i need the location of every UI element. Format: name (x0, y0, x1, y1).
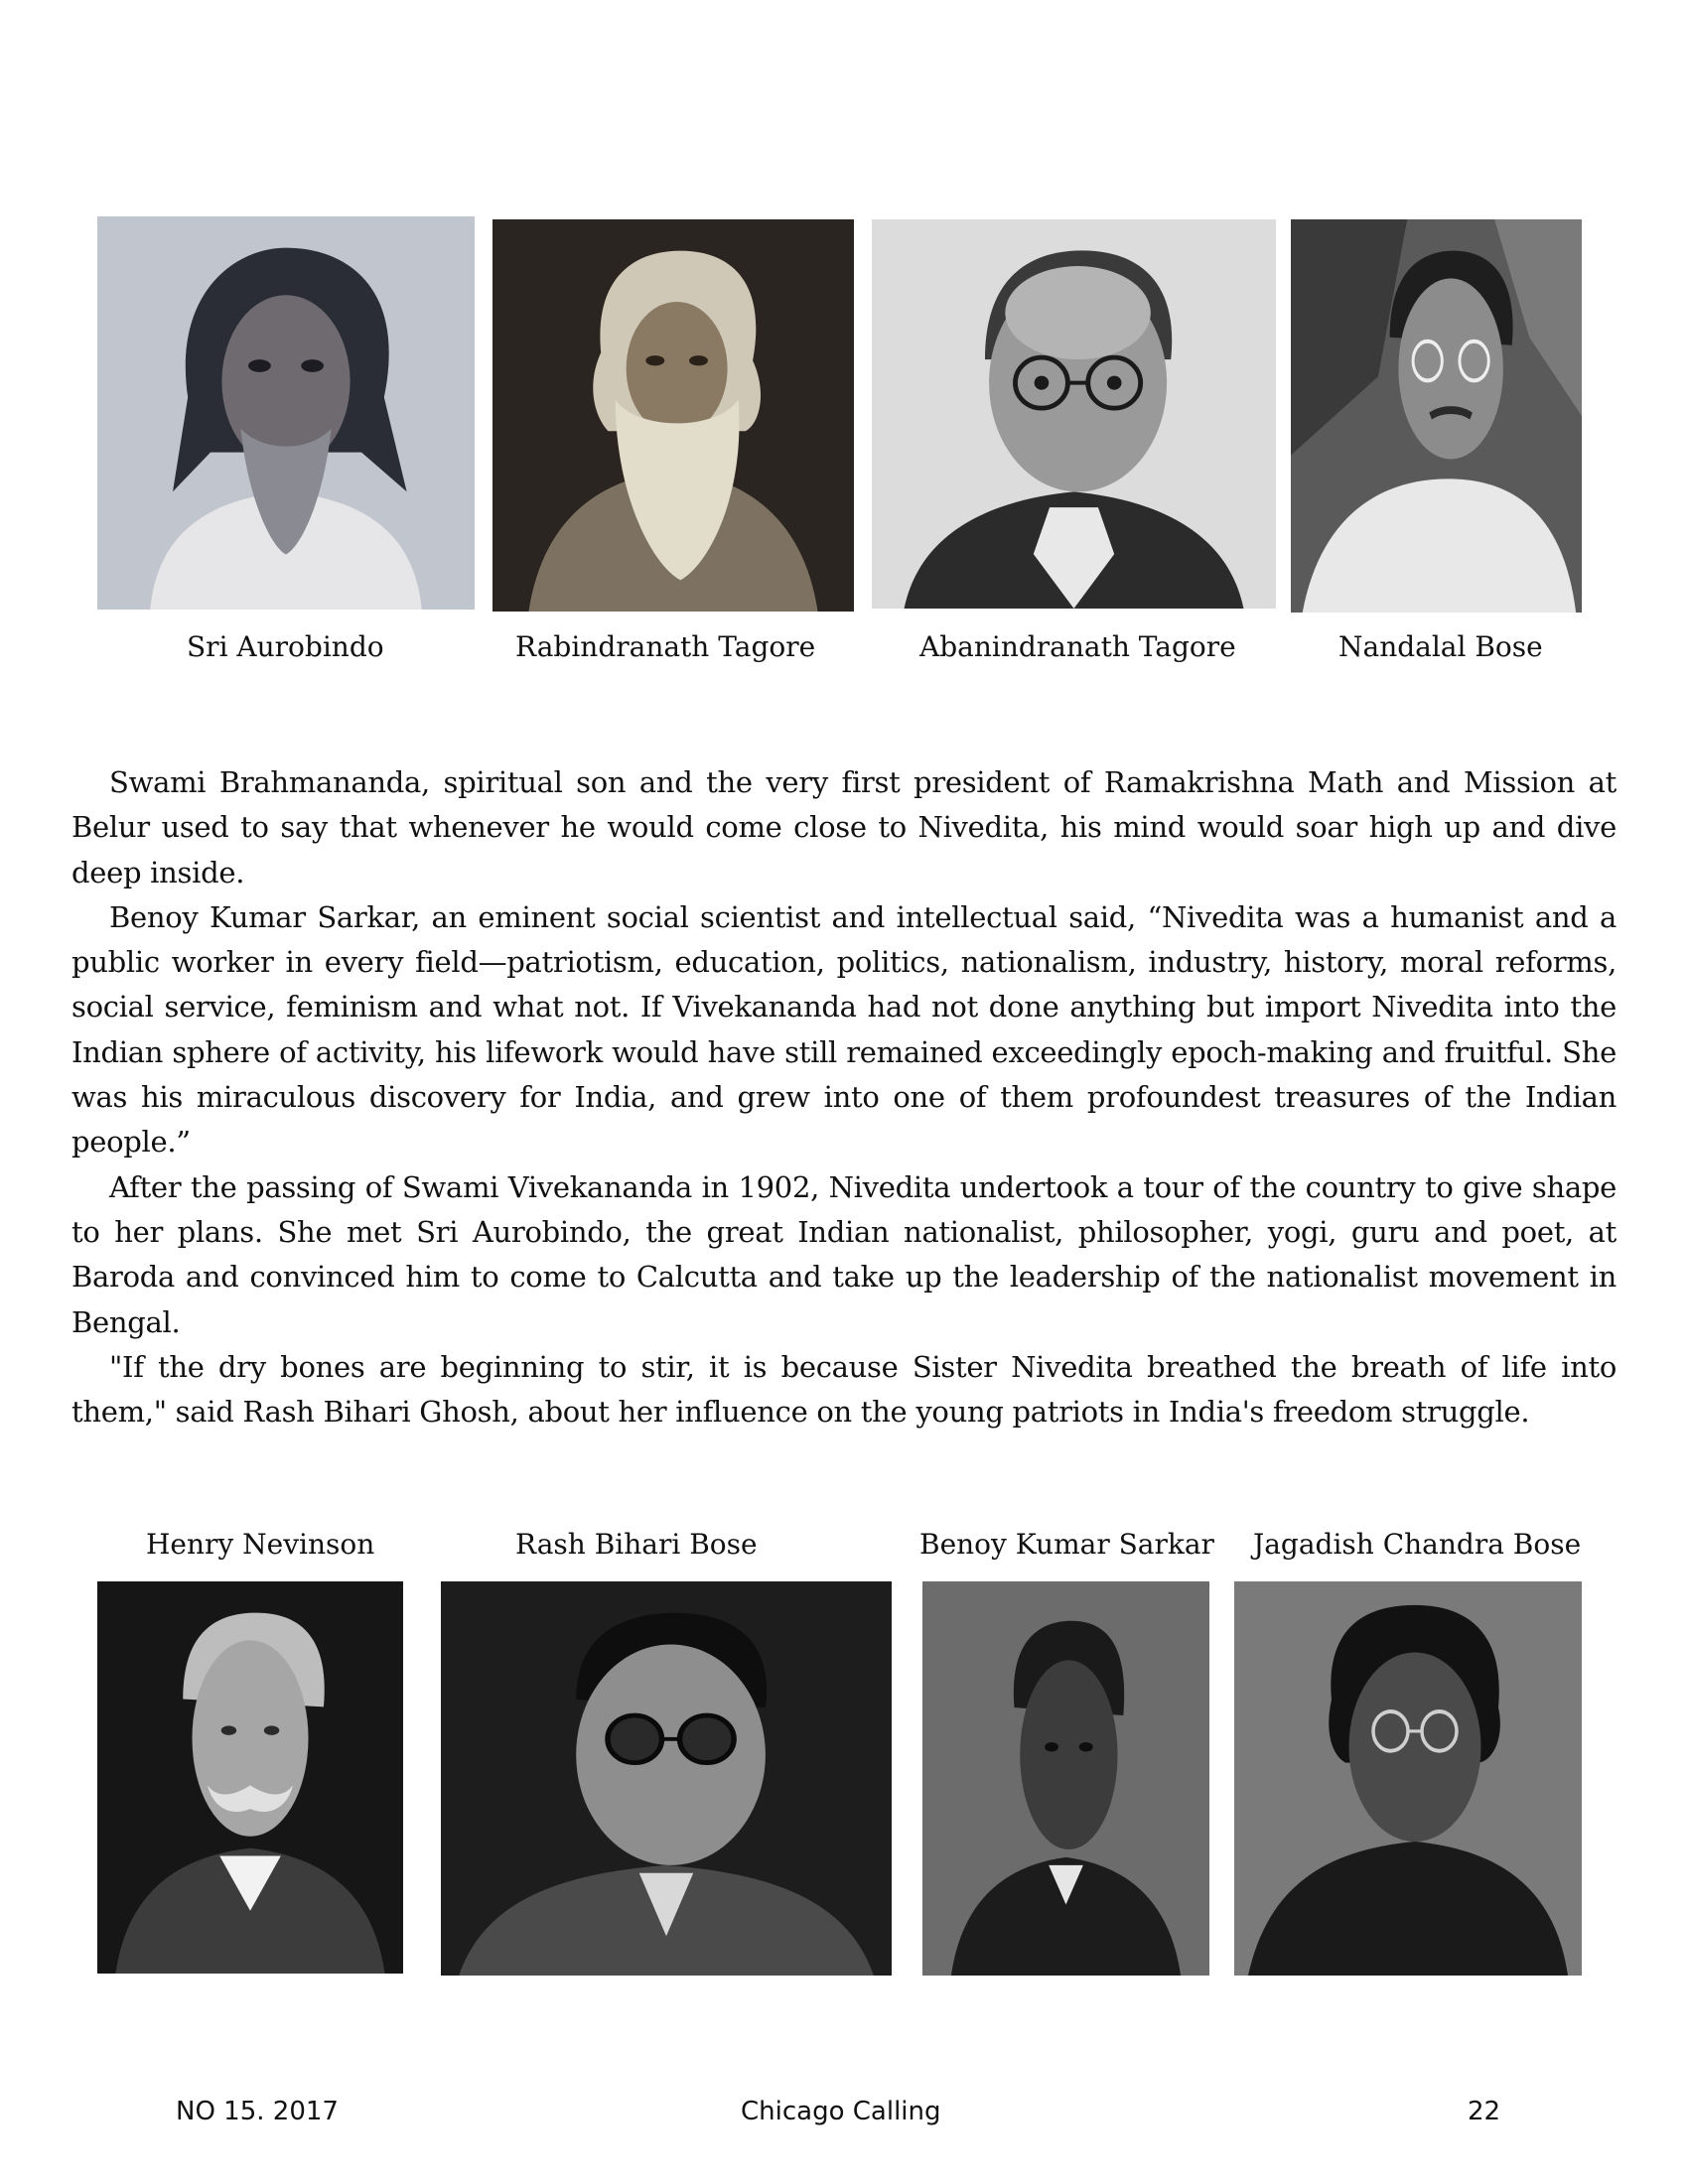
photo-caption: Sri Aurobindo (187, 630, 384, 663)
portrait-photo-henry-nevinson (97, 1581, 403, 1974)
article-paragraph: Swami Brahmananda, spiritual son and the very first president of Ramakrishna Math and Mission at Belur used to say that whenever he would come close to Nivedita, his mind would soar high up and dive deep inside. (71, 765, 1617, 889)
portrait-photo-sri-aurobindo (97, 216, 475, 610)
photo-caption: Jagadish Chandra Bose (1253, 1528, 1582, 1561)
photo-caption: Abanindranath Tagore (919, 630, 1236, 663)
footer-issue: NO 15. 2017 (176, 2097, 339, 2126)
photo-caption: Henry Nevinson (146, 1528, 375, 1561)
portrait-photo-rabindranath-tagore (492, 219, 854, 612)
portrait-photo-abanindranath-tagore (872, 219, 1276, 609)
portrait-photo-jagadish-chandra-bose (1234, 1581, 1582, 1976)
photo-caption: Rash Bihari Bose (515, 1528, 758, 1561)
portrait-photo-nandalal-bose (1291, 219, 1582, 613)
photo-caption: Nandalal Bose (1338, 630, 1543, 663)
portrait-photo-benoy-kumar-sarkar (922, 1581, 1209, 1976)
footer-publication: Chicago Calling (741, 2097, 941, 2126)
footer-page-number: 22 (1468, 2097, 1501, 2126)
article-paragraph: "If the dry bones are beginning to stir, it is because Sister Nivedita breathed the breath of life into them," said Rash Bihari Ghosh, about her influence on the young patriots in India's freedom struggle. (71, 1349, 1617, 1430)
photo-caption: Benoy Kumar Sarkar (919, 1528, 1214, 1561)
article-paragraph: After the passing of Swami Vivekananda in 1902, Nivedita undertook a tour of the country to give shape to her plans. She met Sri Aurobindo, the great Indian nationalist, philosopher, yogi, guru and poet, at Baroda and convinced him to come to Calcutta and take up the leadership of the nationalist movement in Bengal. (71, 1169, 1617, 1339)
article-paragraph: Benoy Kumar Sarkar, an eminent social scientist and intellectual said, “Nivedita was a humanist and a public worker in every field—patriotism, education, politics, nationalism, industry, history, moral reforms, social service, feminism and what not. If Vivekananda had not done anything but import Nivedita into the Indian sphere of activity, his lifework would have still remained exceedingly epoch-making and fruitful. She was his miraculous discovery for India, and grew into one of them profoundest treasures of the Indian people.” (71, 899, 1617, 1160)
portrait-photo-rash-bihari-bose (441, 1581, 892, 1976)
article-body (71, 760, 1617, 1434)
photo-caption: Rabindranath Tagore (515, 630, 816, 663)
